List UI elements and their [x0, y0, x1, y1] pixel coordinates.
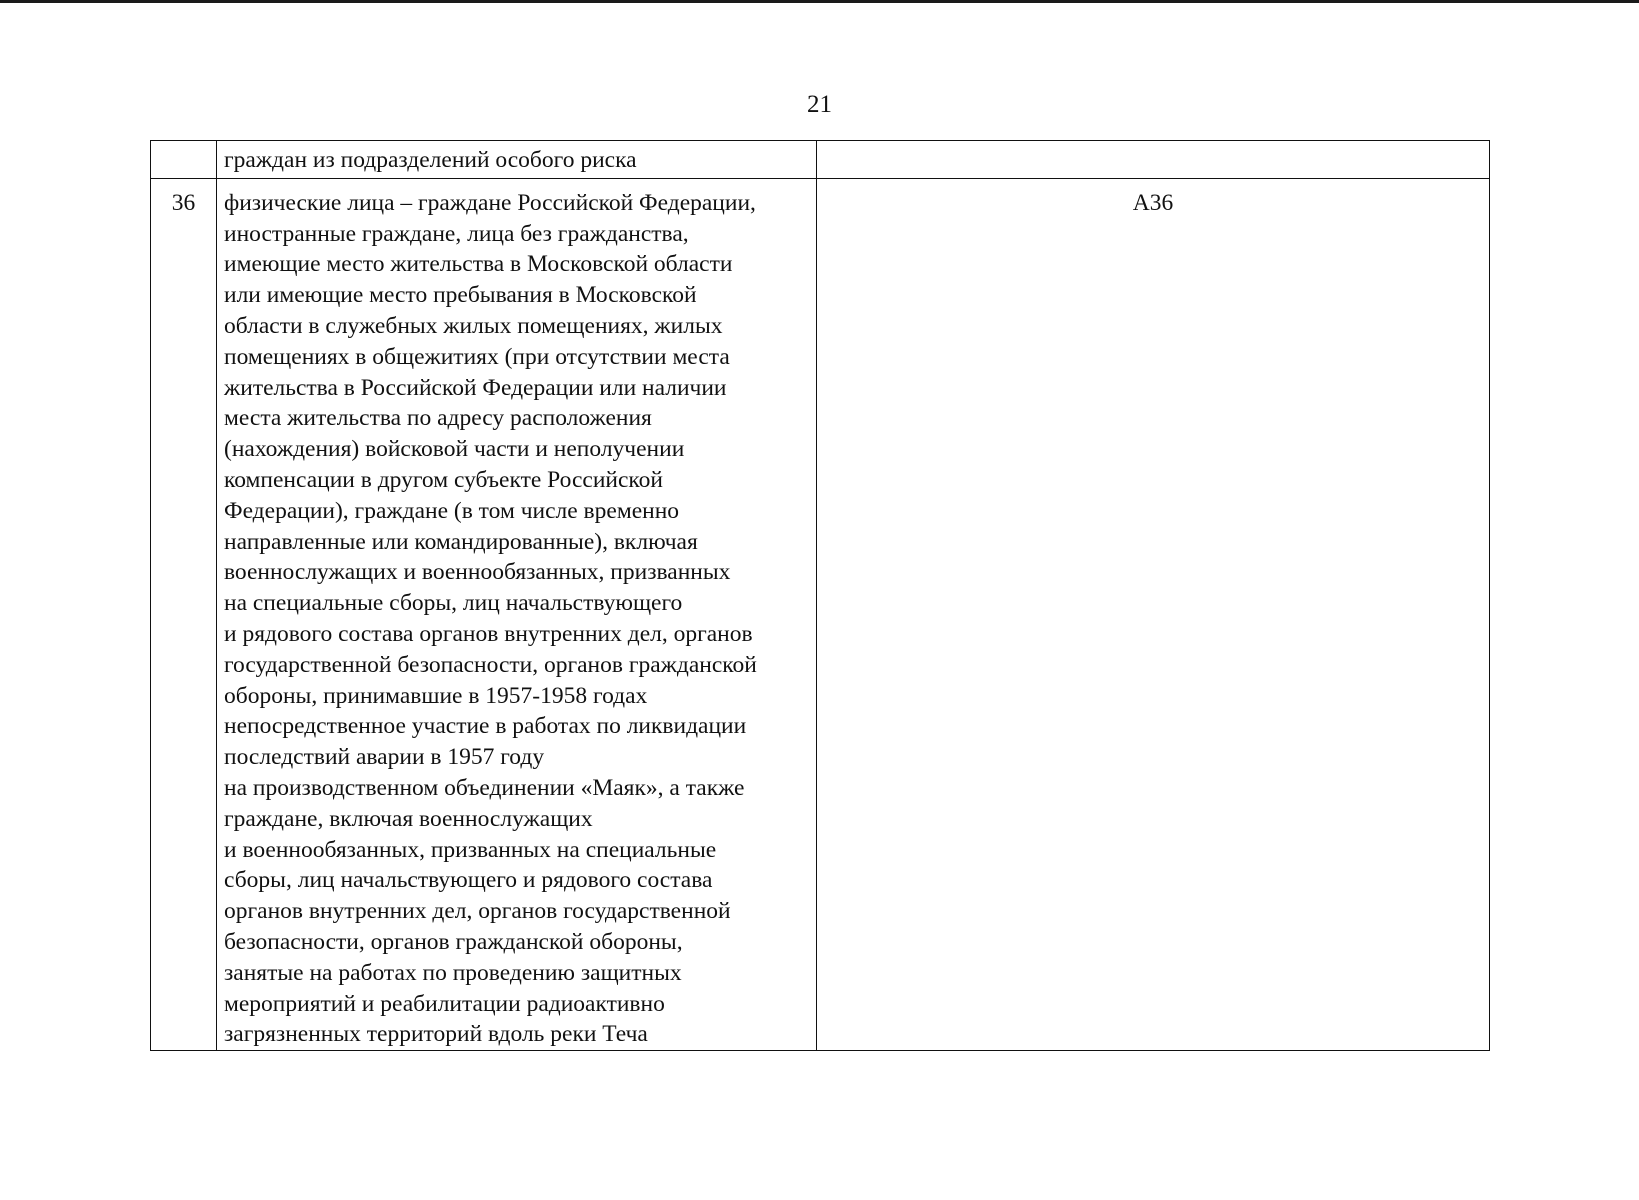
category-text-line: физические лица – граждане Российской Федерации, — [224, 189, 756, 216]
category-text-line: государственной безопасности, органов гражданской — [224, 651, 757, 678]
row-number-cell — [151, 141, 217, 179]
category-text-line: жительства в Российской Федерации или наличии — [224, 374, 727, 401]
category-text-line: обороны, принимавшие в 1957-1958 годах — [224, 682, 648, 709]
code-cell — [817, 141, 1490, 179]
category-cell — [217, 178, 817, 1050]
category-text-line: имеющие место жительства в Московской области — [224, 251, 733, 278]
category-text-line: загрязненных территорий вдоль реки Теча — [224, 1021, 648, 1048]
category-cell — [217, 141, 817, 179]
category-text-line: компенсации в другом субъекте Российской — [224, 466, 663, 493]
category-text-line: направленные или командированные), включая — [224, 528, 698, 555]
code-cell: А36 — [817, 178, 1490, 1050]
category-text-line: военнослужащих и военнообязанных, призванных — [224, 559, 731, 586]
category-text-line: граждане, включая военнослужащих — [224, 805, 593, 832]
beneficiary-table — [150, 140, 1490, 1051]
category-text-line: на производственном объединении «Маяк», а также — [224, 774, 745, 801]
category-text-line: и военнообязанных, призванных на специальные — [224, 836, 717, 863]
table-row-36 — [151, 178, 1490, 1050]
category-text-line: сборы, лиц начальствующего и рядового состава — [224, 867, 713, 894]
category-text-line: или имеющие место пребывания в Московской — [224, 282, 697, 309]
category-text-line: занятые на работах по проведению защитных — [224, 959, 682, 986]
category-text-line: места жительства по адресу расположения — [224, 405, 652, 432]
row-number-cell: 36 — [151, 178, 217, 1050]
category-text-line: последствий аварии в 1957 году — [224, 744, 545, 771]
category-text-line: иностранные граждане, лица без гражданства, — [224, 220, 689, 247]
page-number: 21 — [807, 91, 832, 118]
category-text-line: на специальные сборы, лиц начальствующего — [224, 590, 683, 617]
category-text-line: граждан из подразделений особого риска — [224, 147, 637, 173]
category-text-line: безопасности, органов гражданской обороны, — [224, 928, 683, 955]
category-text-line: и рядового состава органов внутренних дел, органов — [224, 620, 753, 647]
category-text-line: Федерации), граждане (в том числе временно — [224, 497, 680, 524]
category-text-line: помещениях в общежитиях (при отсутствии места — [224, 343, 730, 370]
category-text-line: области в служебных жилых помещениях, жилых — [224, 312, 723, 339]
category-text-line: мероприятий и реабилитации радиоактивно — [224, 990, 665, 1017]
category-text-line: органов внутренних дел, органов государственной — [224, 898, 731, 925]
scan-edge — [0, 0, 1639, 3]
table-row-continuation — [151, 141, 1490, 179]
category-text-line: непосредственное участие в работах по ликвидации — [224, 713, 747, 740]
category-text-line: (нахождения) войсковой части и неполучении — [224, 436, 685, 463]
